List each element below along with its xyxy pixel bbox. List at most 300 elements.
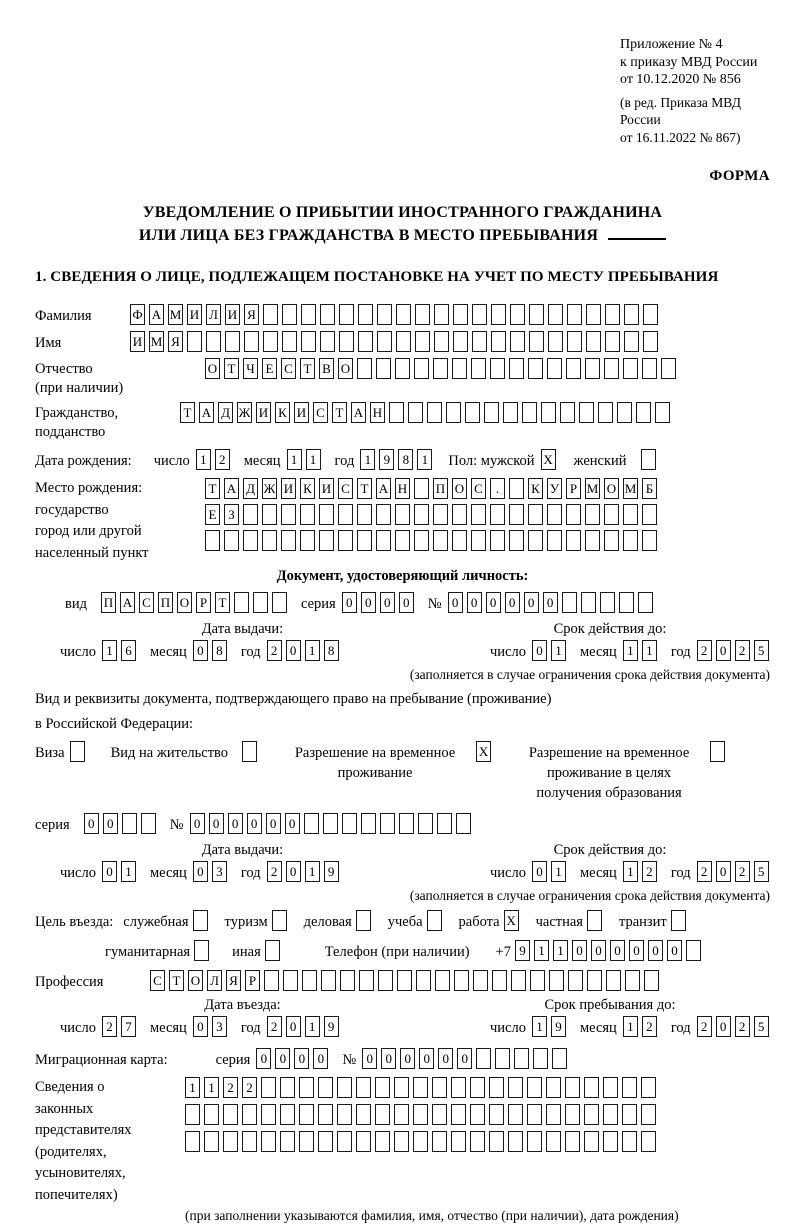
- form-cell[interactable]: [585, 504, 600, 525]
- form-cell[interactable]: [375, 1104, 390, 1125]
- form-cell[interactable]: 1: [305, 1016, 320, 1037]
- form-cell[interactable]: [686, 940, 701, 961]
- form-cell[interactable]: [394, 1077, 409, 1098]
- form-cell[interactable]: 0: [716, 640, 731, 661]
- form-cell[interactable]: 8: [398, 449, 413, 470]
- form-cell[interactable]: [243, 504, 258, 525]
- form-cell[interactable]: [604, 504, 619, 525]
- form-cell[interactable]: [471, 530, 486, 551]
- form-cell[interactable]: [376, 358, 391, 379]
- form-cell[interactable]: [357, 358, 372, 379]
- form-cell[interactable]: [432, 1131, 447, 1152]
- form-cell[interactable]: [375, 1077, 390, 1098]
- form-cell[interactable]: [242, 1104, 257, 1125]
- form-cell[interactable]: Е: [205, 504, 220, 525]
- form-cell[interactable]: [185, 1131, 200, 1152]
- form-cell[interactable]: [244, 331, 259, 352]
- form-cell[interactable]: 0: [84, 813, 99, 834]
- form-cell[interactable]: [318, 1104, 333, 1125]
- form-cell[interactable]: [514, 1048, 529, 1069]
- form-cell[interactable]: [375, 1131, 390, 1152]
- form-cell[interactable]: [446, 402, 461, 423]
- form-cell[interactable]: [528, 530, 543, 551]
- form-cell[interactable]: [357, 530, 372, 551]
- form-cell[interactable]: 1: [642, 640, 657, 661]
- form-cell[interactable]: [320, 331, 335, 352]
- form-cell[interactable]: 0: [266, 813, 281, 834]
- form-cell[interactable]: [452, 358, 467, 379]
- form-cell[interactable]: Я: [226, 970, 241, 991]
- form-cell[interactable]: Я: [244, 304, 259, 325]
- form-cell[interactable]: [281, 504, 296, 525]
- form-cell[interactable]: С: [313, 402, 328, 423]
- form-cell[interactable]: [264, 970, 279, 991]
- form-cell[interactable]: [395, 530, 410, 551]
- form-cell[interactable]: [606, 970, 621, 991]
- form-cell[interactable]: [546, 1077, 561, 1098]
- form-cell[interactable]: О: [338, 358, 353, 379]
- form-cell[interactable]: [414, 530, 429, 551]
- form-cell[interactable]: [415, 331, 430, 352]
- form-cell[interactable]: [603, 1131, 618, 1152]
- form-cell[interactable]: [122, 813, 137, 834]
- form-cell[interactable]: [565, 1131, 580, 1152]
- form-cell[interactable]: [623, 530, 638, 551]
- form-cell[interactable]: [508, 1131, 523, 1152]
- form-cell[interactable]: [465, 402, 480, 423]
- form-cell[interactable]: [642, 504, 657, 525]
- form-cell[interactable]: [491, 331, 506, 352]
- form-cell[interactable]: [437, 813, 452, 834]
- form-cell[interactable]: [435, 970, 450, 991]
- form-cell[interactable]: [453, 331, 468, 352]
- form-cell[interactable]: [299, 1131, 314, 1152]
- form-cell[interactable]: [356, 910, 371, 931]
- form-cell[interactable]: К: [300, 478, 315, 499]
- form-cell[interactable]: И: [130, 331, 145, 352]
- form-cell[interactable]: [272, 592, 287, 613]
- form-cell[interactable]: [603, 1104, 618, 1125]
- form-cell[interactable]: [600, 592, 615, 613]
- form-cell[interactable]: 2: [735, 861, 750, 882]
- form-cell[interactable]: [263, 304, 278, 325]
- form-cell[interactable]: 1: [196, 449, 211, 470]
- form-cell[interactable]: Т: [205, 478, 220, 499]
- form-cell[interactable]: 0: [629, 940, 644, 961]
- form-cell[interactable]: 1: [360, 449, 375, 470]
- form-cell[interactable]: [510, 304, 525, 325]
- form-cell[interactable]: [432, 1077, 447, 1098]
- form-cell[interactable]: [642, 530, 657, 551]
- form-cell[interactable]: 7: [121, 1016, 136, 1037]
- form-cell[interactable]: [338, 530, 353, 551]
- form-cell[interactable]: [605, 331, 620, 352]
- form-cell[interactable]: [389, 402, 404, 423]
- form-cell[interactable]: 2: [735, 1016, 750, 1037]
- form-cell[interactable]: [242, 1131, 257, 1152]
- form-cell[interactable]: [451, 1104, 466, 1125]
- form-cell[interactable]: 2: [223, 1077, 238, 1098]
- form-cell[interactable]: 0: [716, 861, 731, 882]
- form-cell[interactable]: [339, 331, 354, 352]
- form-cell[interactable]: И: [294, 402, 309, 423]
- form-cell[interactable]: [565, 1104, 580, 1125]
- form-cell[interactable]: 0: [610, 940, 625, 961]
- form-cell[interactable]: М: [585, 478, 600, 499]
- form-cell[interactable]: 0: [457, 1048, 472, 1069]
- form-cell[interactable]: И: [319, 478, 334, 499]
- form-cell[interactable]: [641, 1104, 656, 1125]
- form-cell[interactable]: 1: [623, 1016, 638, 1037]
- form-cell[interactable]: [359, 970, 374, 991]
- form-cell[interactable]: [587, 910, 602, 931]
- form-cell[interactable]: [394, 1104, 409, 1125]
- form-cell[interactable]: [471, 358, 486, 379]
- form-cell[interactable]: Д: [218, 402, 233, 423]
- form-cell[interactable]: [585, 358, 600, 379]
- form-cell[interactable]: [282, 331, 297, 352]
- form-cell[interactable]: [566, 530, 581, 551]
- form-cell[interactable]: [643, 304, 658, 325]
- form-cell[interactable]: [206, 331, 221, 352]
- form-cell[interactable]: 1: [623, 640, 638, 661]
- form-cell[interactable]: [262, 504, 277, 525]
- form-cell[interactable]: [265, 940, 280, 961]
- form-cell[interactable]: [418, 813, 433, 834]
- form-cell[interactable]: [546, 1131, 561, 1152]
- form-cell[interactable]: [623, 504, 638, 525]
- form-cell[interactable]: 2: [267, 640, 282, 661]
- form-cell[interactable]: [280, 1131, 295, 1152]
- form-cell[interactable]: С: [338, 478, 353, 499]
- form-cell[interactable]: [319, 504, 334, 525]
- form-cell[interactable]: [223, 1131, 238, 1152]
- form-cell[interactable]: [661, 358, 676, 379]
- form-cell[interactable]: [339, 304, 354, 325]
- form-cell[interactable]: 9: [515, 940, 530, 961]
- form-cell[interactable]: [318, 1077, 333, 1098]
- form-cell[interactable]: 0: [286, 640, 301, 661]
- form-cell[interactable]: 0: [362, 1048, 377, 1069]
- form-cell[interactable]: Н: [395, 478, 410, 499]
- form-cell[interactable]: Л: [206, 304, 221, 325]
- form-cell[interactable]: Т: [224, 358, 239, 379]
- form-cell[interactable]: 1: [553, 940, 568, 961]
- form-cell[interactable]: [452, 530, 467, 551]
- form-cell[interactable]: 0: [648, 940, 663, 961]
- form-cell[interactable]: [509, 504, 524, 525]
- form-cell[interactable]: [471, 504, 486, 525]
- form-cell[interactable]: 2: [697, 861, 712, 882]
- form-cell[interactable]: [299, 1104, 314, 1125]
- form-cell[interactable]: [272, 910, 287, 931]
- form-cell[interactable]: 0: [380, 592, 395, 613]
- form-cell[interactable]: 2: [642, 861, 657, 882]
- form-cell[interactable]: С: [281, 358, 296, 379]
- form-cell[interactable]: О: [177, 592, 192, 613]
- form-cell[interactable]: [528, 504, 543, 525]
- form-cell[interactable]: 3: [212, 861, 227, 882]
- form-cell[interactable]: 5: [754, 640, 769, 661]
- form-cell[interactable]: [584, 1104, 599, 1125]
- form-cell[interactable]: [187, 331, 202, 352]
- form-cell[interactable]: [490, 504, 505, 525]
- form-cell[interactable]: 0: [286, 1016, 301, 1037]
- form-cell[interactable]: 0: [228, 813, 243, 834]
- form-cell[interactable]: [490, 358, 505, 379]
- form-cell[interactable]: [567, 304, 582, 325]
- form-cell[interactable]: [451, 1077, 466, 1098]
- form-cell[interactable]: [453, 304, 468, 325]
- form-cell[interactable]: [567, 331, 582, 352]
- form-cell[interactable]: Р: [196, 592, 211, 613]
- form-cell[interactable]: 0: [247, 813, 262, 834]
- form-cell[interactable]: Ж: [237, 402, 252, 423]
- form-cell[interactable]: [546, 1104, 561, 1125]
- form-cell[interactable]: Т: [357, 478, 372, 499]
- form-cell[interactable]: [522, 402, 537, 423]
- form-cell[interactable]: [527, 1131, 542, 1152]
- form-cell[interactable]: [530, 970, 545, 991]
- form-cell[interactable]: А: [199, 402, 214, 423]
- form-cell[interactable]: [529, 331, 544, 352]
- form-cell[interactable]: Р: [566, 478, 581, 499]
- form-cell[interactable]: [282, 304, 297, 325]
- form-cell[interactable]: [319, 530, 334, 551]
- form-cell[interactable]: 0: [361, 592, 376, 613]
- form-cell[interactable]: [342, 813, 357, 834]
- form-cell[interactable]: 0: [400, 1048, 415, 1069]
- form-cell[interactable]: 1: [305, 640, 320, 661]
- form-cell[interactable]: О: [188, 970, 203, 991]
- form-cell[interactable]: [585, 530, 600, 551]
- form-cell[interactable]: [470, 1077, 485, 1098]
- form-cell[interactable]: [356, 1077, 371, 1098]
- form-cell[interactable]: [357, 504, 372, 525]
- form-cell[interactable]: 0: [505, 592, 520, 613]
- form-cell[interactable]: 8: [324, 640, 339, 661]
- form-cell[interactable]: П: [433, 478, 448, 499]
- form-cell[interactable]: [396, 331, 411, 352]
- form-cell[interactable]: [414, 358, 429, 379]
- form-cell[interactable]: [432, 1104, 447, 1125]
- form-cell[interactable]: 9: [324, 1016, 339, 1037]
- form-cell[interactable]: [617, 402, 632, 423]
- form-cell[interactable]: И: [225, 304, 240, 325]
- form-cell[interactable]: [579, 402, 594, 423]
- form-cell[interactable]: У: [547, 478, 562, 499]
- form-cell[interactable]: К: [275, 402, 290, 423]
- form-cell[interactable]: 3: [212, 1016, 227, 1037]
- form-cell[interactable]: [427, 402, 442, 423]
- form-cell[interactable]: [416, 970, 431, 991]
- form-cell[interactable]: [434, 331, 449, 352]
- form-cell[interactable]: 1: [534, 940, 549, 961]
- form-cell[interactable]: 0: [193, 640, 208, 661]
- form-cell[interactable]: 1: [102, 640, 117, 661]
- form-cell[interactable]: [204, 1104, 219, 1125]
- form-cell[interactable]: [194, 940, 209, 961]
- form-cell[interactable]: [283, 970, 298, 991]
- form-cell[interactable]: [566, 358, 581, 379]
- form-cell[interactable]: [584, 1131, 599, 1152]
- form-cell[interactable]: 0: [313, 1048, 328, 1069]
- form-cell[interactable]: 0: [532, 640, 547, 661]
- form-cell[interactable]: [533, 1048, 548, 1069]
- form-cell[interactable]: [380, 813, 395, 834]
- form-cell[interactable]: [587, 970, 602, 991]
- form-cell[interactable]: 1: [551, 861, 566, 882]
- form-cell[interactable]: [376, 504, 391, 525]
- form-cell[interactable]: [642, 358, 657, 379]
- form-cell[interactable]: [511, 970, 526, 991]
- form-cell[interactable]: [527, 1104, 542, 1125]
- form-cell[interactable]: [356, 1131, 371, 1152]
- form-cell[interactable]: [641, 449, 656, 470]
- form-cell[interactable]: [243, 530, 258, 551]
- form-cell[interactable]: [280, 1077, 295, 1098]
- form-cell[interactable]: 0: [524, 592, 539, 613]
- form-cell[interactable]: 2: [242, 1077, 257, 1098]
- form-cell[interactable]: [623, 358, 638, 379]
- form-cell[interactable]: [470, 1131, 485, 1152]
- form-cell[interactable]: Е: [262, 358, 277, 379]
- form-cell[interactable]: [337, 1131, 352, 1152]
- form-cell[interactable]: .: [490, 478, 505, 499]
- form-cell[interactable]: 0: [591, 940, 606, 961]
- form-cell[interactable]: 0: [103, 813, 118, 834]
- form-cell[interactable]: [503, 402, 518, 423]
- form-cell[interactable]: [562, 592, 577, 613]
- form-cell[interactable]: [413, 1104, 428, 1125]
- form-cell[interactable]: [70, 741, 85, 762]
- form-cell[interactable]: Б: [642, 478, 657, 499]
- form-cell[interactable]: [547, 530, 562, 551]
- form-cell[interactable]: [454, 970, 469, 991]
- form-cell[interactable]: 2: [267, 861, 282, 882]
- form-cell[interactable]: [491, 304, 506, 325]
- form-cell[interactable]: [508, 1077, 523, 1098]
- form-cell[interactable]: [604, 530, 619, 551]
- form-cell[interactable]: [320, 304, 335, 325]
- form-cell[interactable]: [261, 1077, 276, 1098]
- form-cell[interactable]: [476, 1048, 491, 1069]
- form-cell[interactable]: [377, 331, 392, 352]
- form-cell[interactable]: [433, 504, 448, 525]
- form-cell[interactable]: [622, 1077, 637, 1098]
- form-cell[interactable]: С: [471, 478, 486, 499]
- form-cell[interactable]: [301, 304, 316, 325]
- form-cell[interactable]: С: [139, 592, 154, 613]
- form-cell[interactable]: [361, 813, 376, 834]
- form-cell[interactable]: [452, 504, 467, 525]
- form-cell[interactable]: А: [224, 478, 239, 499]
- form-cell[interactable]: [225, 331, 240, 352]
- form-cell[interactable]: [185, 1104, 200, 1125]
- form-cell[interactable]: 2: [735, 640, 750, 661]
- form-cell[interactable]: [490, 530, 505, 551]
- form-cell[interactable]: X: [504, 910, 519, 931]
- form-cell[interactable]: Т: [300, 358, 315, 379]
- form-cell[interactable]: [253, 592, 268, 613]
- form-cell[interactable]: 9: [324, 861, 339, 882]
- form-cell[interactable]: [299, 1077, 314, 1098]
- form-cell[interactable]: [356, 1104, 371, 1125]
- form-cell[interactable]: М: [623, 478, 638, 499]
- form-cell[interactable]: 0: [572, 940, 587, 961]
- form-cell[interactable]: [547, 504, 562, 525]
- form-cell[interactable]: 0: [193, 1016, 208, 1037]
- form-cell[interactable]: И: [256, 402, 271, 423]
- form-cell[interactable]: [280, 1104, 295, 1125]
- form-cell[interactable]: [399, 813, 414, 834]
- form-cell[interactable]: [472, 304, 487, 325]
- form-cell[interactable]: [473, 970, 488, 991]
- form-cell[interactable]: [528, 358, 543, 379]
- form-cell[interactable]: [204, 1131, 219, 1152]
- form-cell[interactable]: [242, 741, 257, 762]
- form-cell[interactable]: 1: [287, 449, 302, 470]
- form-cell[interactable]: В: [319, 358, 334, 379]
- form-cell[interactable]: [378, 970, 393, 991]
- form-cell[interactable]: Р: [245, 970, 260, 991]
- form-cell[interactable]: [508, 1104, 523, 1125]
- form-cell[interactable]: [261, 1104, 276, 1125]
- form-cell[interactable]: [321, 970, 336, 991]
- form-cell[interactable]: [141, 813, 156, 834]
- form-cell[interactable]: [337, 1104, 352, 1125]
- form-cell[interactable]: [300, 504, 315, 525]
- form-cell[interactable]: [489, 1131, 504, 1152]
- form-cell[interactable]: 0: [667, 940, 682, 961]
- form-cell[interactable]: 2: [267, 1016, 282, 1037]
- form-cell[interactable]: [549, 970, 564, 991]
- form-cell[interactable]: [529, 304, 544, 325]
- form-cell[interactable]: [472, 331, 487, 352]
- form-cell[interactable]: [655, 402, 670, 423]
- form-cell[interactable]: [604, 358, 619, 379]
- form-cell[interactable]: 2: [697, 640, 712, 661]
- form-cell[interactable]: [318, 1131, 333, 1152]
- form-cell[interactable]: 2: [215, 449, 230, 470]
- form-cell[interactable]: 0: [342, 592, 357, 613]
- form-cell[interactable]: [413, 1131, 428, 1152]
- form-cell[interactable]: [413, 1077, 428, 1098]
- form-cell[interactable]: 8: [212, 640, 227, 661]
- form-cell[interactable]: [492, 970, 507, 991]
- form-cell[interactable]: О: [205, 358, 220, 379]
- form-cell[interactable]: [205, 530, 220, 551]
- form-cell[interactable]: 0: [286, 861, 301, 882]
- form-cell[interactable]: [302, 970, 317, 991]
- form-cell[interactable]: Т: [332, 402, 347, 423]
- form-cell[interactable]: П: [158, 592, 173, 613]
- form-cell[interactable]: Ф: [130, 304, 145, 325]
- form-cell[interactable]: И: [281, 478, 296, 499]
- form-cell[interactable]: [566, 504, 581, 525]
- form-cell[interactable]: [193, 910, 208, 931]
- form-cell[interactable]: [484, 402, 499, 423]
- form-cell[interactable]: [644, 970, 659, 991]
- form-cell[interactable]: А: [376, 478, 391, 499]
- form-cell[interactable]: [414, 478, 429, 499]
- form-cell[interactable]: [622, 1131, 637, 1152]
- form-cell[interactable]: [456, 813, 471, 834]
- form-cell[interactable]: Я: [168, 331, 183, 352]
- form-cell[interactable]: [509, 530, 524, 551]
- form-cell[interactable]: 0: [532, 861, 547, 882]
- form-cell[interactable]: 0: [285, 813, 300, 834]
